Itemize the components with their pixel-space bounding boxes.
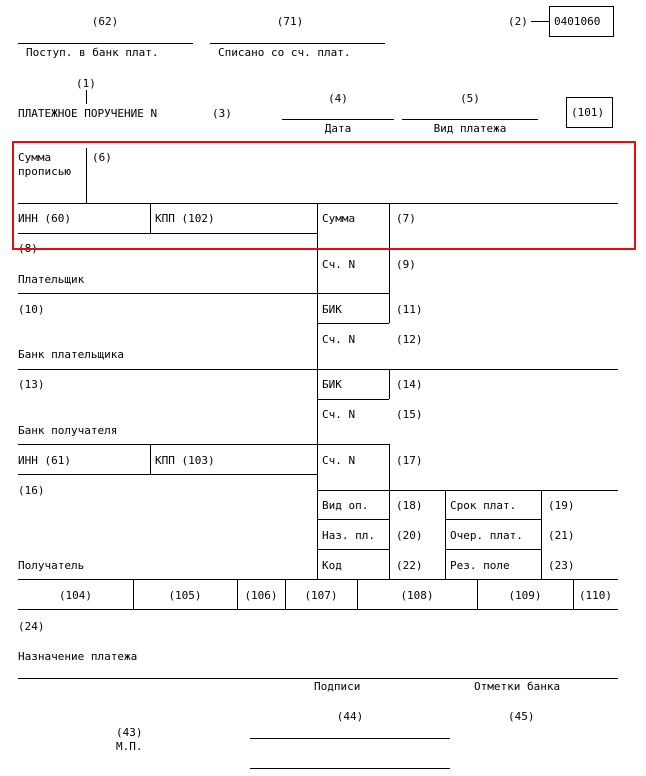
field-110: (110) [578,589,613,602]
recipient-inn: ИНН (61) [18,454,71,467]
field-62-number: (62) [91,15,119,28]
document-title: ПЛАТЕЖНОЕ ПОРУЧЕНИЕ N [18,107,158,120]
field-106: (106) [244,589,278,602]
field-44-number: (44) [336,710,364,723]
field-10-number: (10) [18,303,45,316]
rule-474 [18,474,317,475]
field-20-number: (20) [396,529,423,542]
rule-549-right [445,549,541,550]
field-108: (108) [400,589,434,602]
field-101-number: (101) [571,106,605,119]
payer-inn: ИНН (60) [18,212,71,225]
payer-account-label: Сч. N [322,258,356,271]
payer-bank-account-label: Сч. N [322,333,356,346]
field-7-number: (7) [396,212,416,225]
sum-label: Сумма [322,212,356,225]
purpose-code-label: Наз. пл. [322,529,375,542]
signature-line-1[interactable] [250,738,450,739]
form-code: 0401060 [554,15,601,28]
payment-term-label: Срок плат. [450,499,517,512]
field-14-number: (14) [396,378,423,391]
field-18-number: (18) [396,499,423,512]
middle-column-right-border-3 [389,369,390,399]
recipient-bik-label: БИК [322,378,342,391]
field-22-number: (22) [396,559,423,572]
payer-bik-label: БИК [322,303,342,316]
middle-column-right-border-2 [389,293,390,323]
payer-label: Плательщик [18,273,85,286]
amount-words-label-1: Сумма [18,151,52,164]
operation-type-label: Вид оп. [322,499,369,512]
signature-line-2[interactable] [250,768,450,769]
field-12-number: (12) [396,333,423,346]
received-label: Поступ. в банк плат. [26,46,159,59]
highlight-box [12,141,636,250]
payer-bank-label: Банк плательщика [18,348,124,361]
debited-date-line[interactable] [210,43,385,44]
date-label: Дата [324,122,352,135]
bank-marks-label: Отметки банка [474,680,561,693]
field-17-number: (17) [396,454,423,467]
rule-323 [317,323,389,324]
field-104: (104) [58,589,93,602]
field-24-number: (24) [18,620,45,633]
form-code-box [549,6,614,37]
field-109: (109) [508,589,542,602]
signatures-label: Подписи [314,680,361,693]
recipient-inn-kpp-divider [150,444,151,474]
reserve-field-label: Рез. поле [450,559,510,572]
field-105: (105) [168,589,202,602]
payment-type-line[interactable] [402,119,538,120]
purpose-label: Назначение платежа [18,650,138,663]
field-19-number: (19) [548,499,575,512]
payment-type-label: Вид платежа [433,122,507,135]
field-11-number: (11) [396,303,423,316]
field-43-number: (43) [116,726,143,739]
field-45-number: (45) [508,710,535,723]
date-line[interactable] [282,119,394,120]
right-grid-divider-2 [541,490,542,579]
rule-369 [18,369,618,370]
recipient-label: Получатель [18,559,85,572]
right-grid-divider-1 [445,490,446,579]
stamp-label: М.П. [116,740,143,753]
rule-519-left [317,519,389,520]
field-23-number: (23) [548,559,575,572]
rule-490 [317,490,618,491]
recipient-kpp: КПП (103) [155,454,215,467]
field-16-number: (16) [18,484,45,497]
field-4-number: (4) [328,92,348,105]
rule-609 [18,609,618,610]
received-date-line[interactable] [18,43,193,44]
recipient-account-label: Сч. N [322,454,356,467]
field-9-number: (9) [396,258,416,271]
debited-label: Списано со сч. плат. [218,46,351,59]
recipient-bank-label: Банк получателя [18,424,118,437]
amount-words-label-2: прописью [18,165,71,178]
payment-priority-label: Очер. плат. [450,529,523,542]
middle-column-left-border [317,203,318,579]
field-2-number: (2) [508,15,528,28]
field-21-number: (21) [548,529,575,542]
field-3-number: (3) [212,107,232,120]
field-15-number: (15) [396,408,423,421]
rule-293 [18,293,389,294]
field-71-number: (71) [276,15,304,28]
payer-kpp: КПП (102) [155,212,215,225]
field-1-pointer [86,90,87,104]
code-label: Код [322,559,342,572]
rule-399 [317,399,389,400]
field-5-number: (5) [460,92,480,105]
rule-579 [18,579,618,580]
rule-678 [18,678,618,679]
field-8-number: (8) [18,242,38,255]
field-6-number: (6) [92,151,112,164]
recipient-bank-account-label: Сч. N [322,408,356,421]
rule-444 [18,444,389,445]
field-107: (107) [304,589,338,602]
rule-549-left [317,549,389,550]
field-13-number: (13) [18,378,45,391]
field-101-box[interactable] [566,97,613,128]
form-code-leader [531,21,549,22]
field-1-number: (1) [76,77,96,90]
middle-column-right-border-4 [389,444,390,579]
rule-519-right [445,519,541,520]
